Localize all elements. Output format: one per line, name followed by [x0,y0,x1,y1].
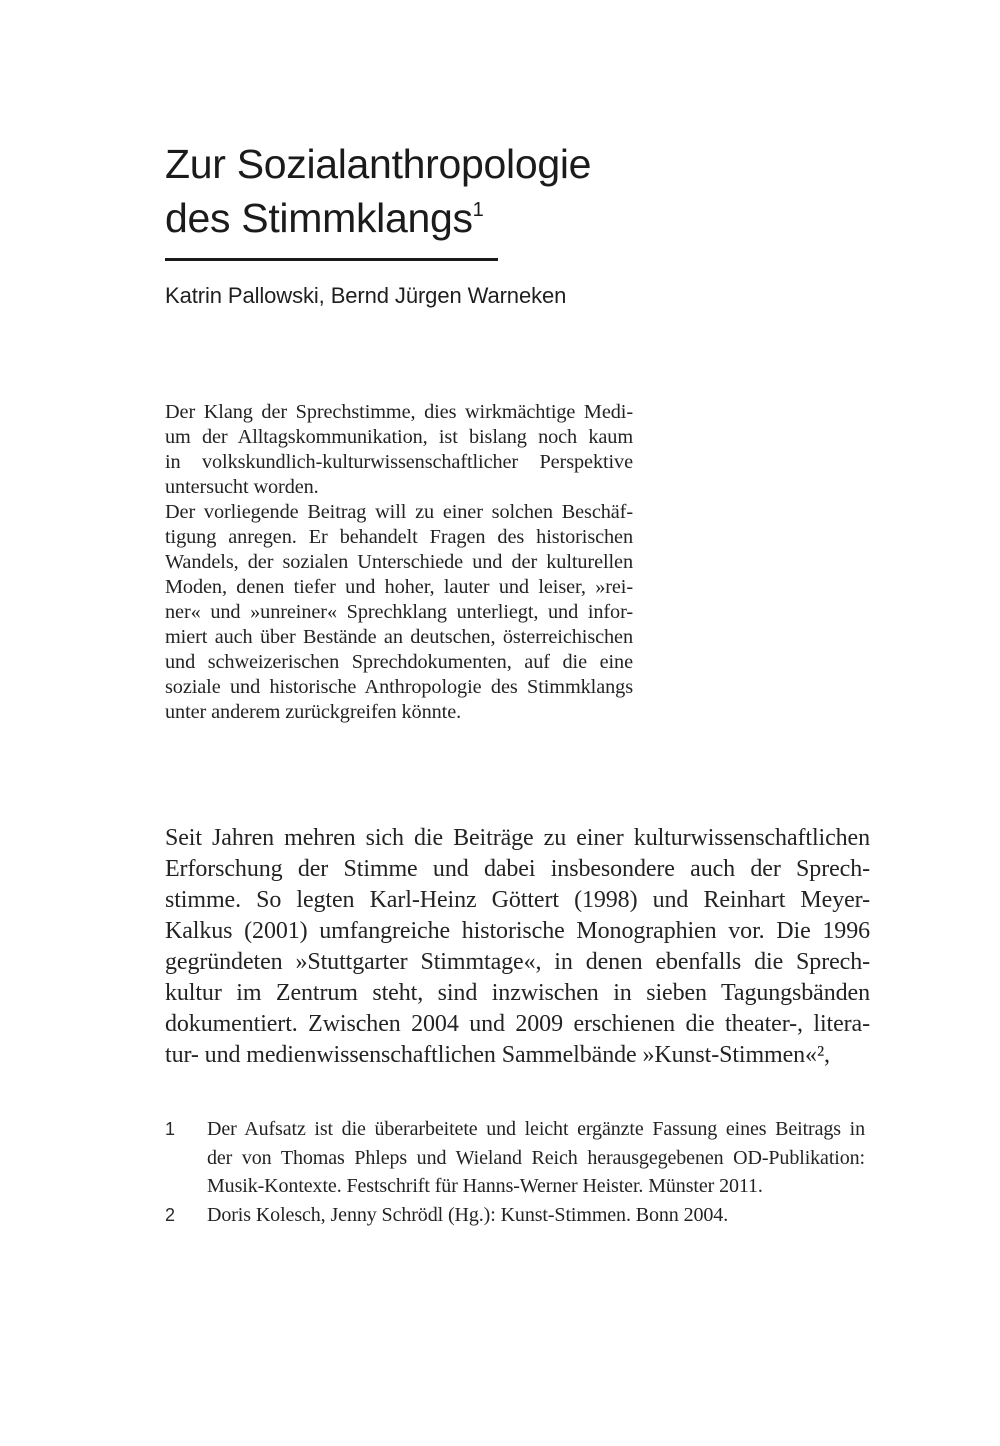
title-line-2: des Stimmklangs [165,195,473,241]
text-line: um der Alltagskommunikation, ist bislang noch kaum [165,426,633,448]
footnotes-block [165,1115,865,1229]
footnote-2 [165,1201,865,1230]
text-line: und schweizerischen Sprechdokumenten, auf die eine [165,651,633,673]
title-line-1: Zur Sozialanthropologie [165,141,592,187]
footnote-2-number: 2 [165,1204,175,1225]
text-line: Kalkus (2001) umfangreiche historische Monographien vor. Die 1996 [165,918,870,944]
body-text-block [165,823,870,1071]
text-line: tur- und medienwissenschaftlichen Sammelbände »Kunst-Stimmen«², [165,1042,830,1068]
text-line: Doris Kolesch, Jenny Schrödl (Hg.): Kunst-Stimmen. Bonn 2004. [207,1203,729,1226]
text-line: Der Klang der Sprechstimme, dies wirkmächtige Medi- [165,401,633,423]
footnote-1-number: 1 [165,1119,175,1139]
text-line: Der vorliegende Beitrag will zu einer solchen Beschäf- [165,501,633,523]
title-divider-rule [165,258,498,261]
text-line: Seit Jahren mehren sich die Beiträge zu einer kulturwissenschaftlichen [165,825,870,851]
text-line: in volkskundlich-kulturwissenschaftlicher Perspektive [165,451,633,473]
text-line: kultur im Zentrum steht, sind inzwischen in sieben Tagungsbänden [165,980,870,1006]
footnote-1-text [207,1115,865,1201]
footnote-2-text [207,1201,865,1230]
text-line: Der Aufsatz ist die überarbeitete und leicht ergänzte Fassung eines Beitrags in [207,1118,865,1140]
abstract-block [165,400,633,725]
authors-line: Katrin Pallowski, Bernd Jürgen Warneken [165,283,567,308]
text-line: ner« und »unreiner« Sprechklang unterliegt, und infor- [165,601,633,623]
title-footnote-reference: 1 [472,199,484,221]
text-line: der von Thomas Phleps und Wieland Reich herausgegebenen OD-Publikation: [207,1146,865,1169]
text-line: tigung anregen. Er behandelt Fragen des historischen [165,526,633,548]
text-line: Wandels, der sozialen Unterschiede und der kulturellen [165,551,633,573]
text-line: unter anderem zurückgreifen könnte. [165,701,462,723]
text-line: soziale und historische Anthropologie des Stimmklangs [165,676,633,698]
text-line: Moden, denen tiefer und hoher, lauter und leiser, »rei- [165,576,633,598]
text-line: untersucht worden. [165,476,319,498]
text-line: miert auch über Bestände an deutschen, österreichischen [165,626,633,648]
body-paragraph-1 [165,823,870,1071]
abstract-paragraph-2 [165,500,633,725]
text-line: dokumentiert. Zwischen 2004 und 2009 erschienen die theater-, litera- [165,1011,870,1037]
abstract-paragraph-1 [165,400,633,500]
text-line: gegründeten »Stuttgarter Stimmtage«, in denen ebenfalls die Sprech- [165,949,870,975]
text-line: Musik-Kontexte. Festschrift für Hanns-Werner Heister. Münster 2011. [207,1175,763,1198]
text-line: Erforschung der Stimme und dabei insbesondere auch der Sprech- [165,856,870,882]
footnote-1 [165,1115,865,1201]
text-line: stimme. So legten Karl-Heinz Göttert (1998) und Reinhart Meyer- [165,887,870,913]
page-title [165,137,591,245]
